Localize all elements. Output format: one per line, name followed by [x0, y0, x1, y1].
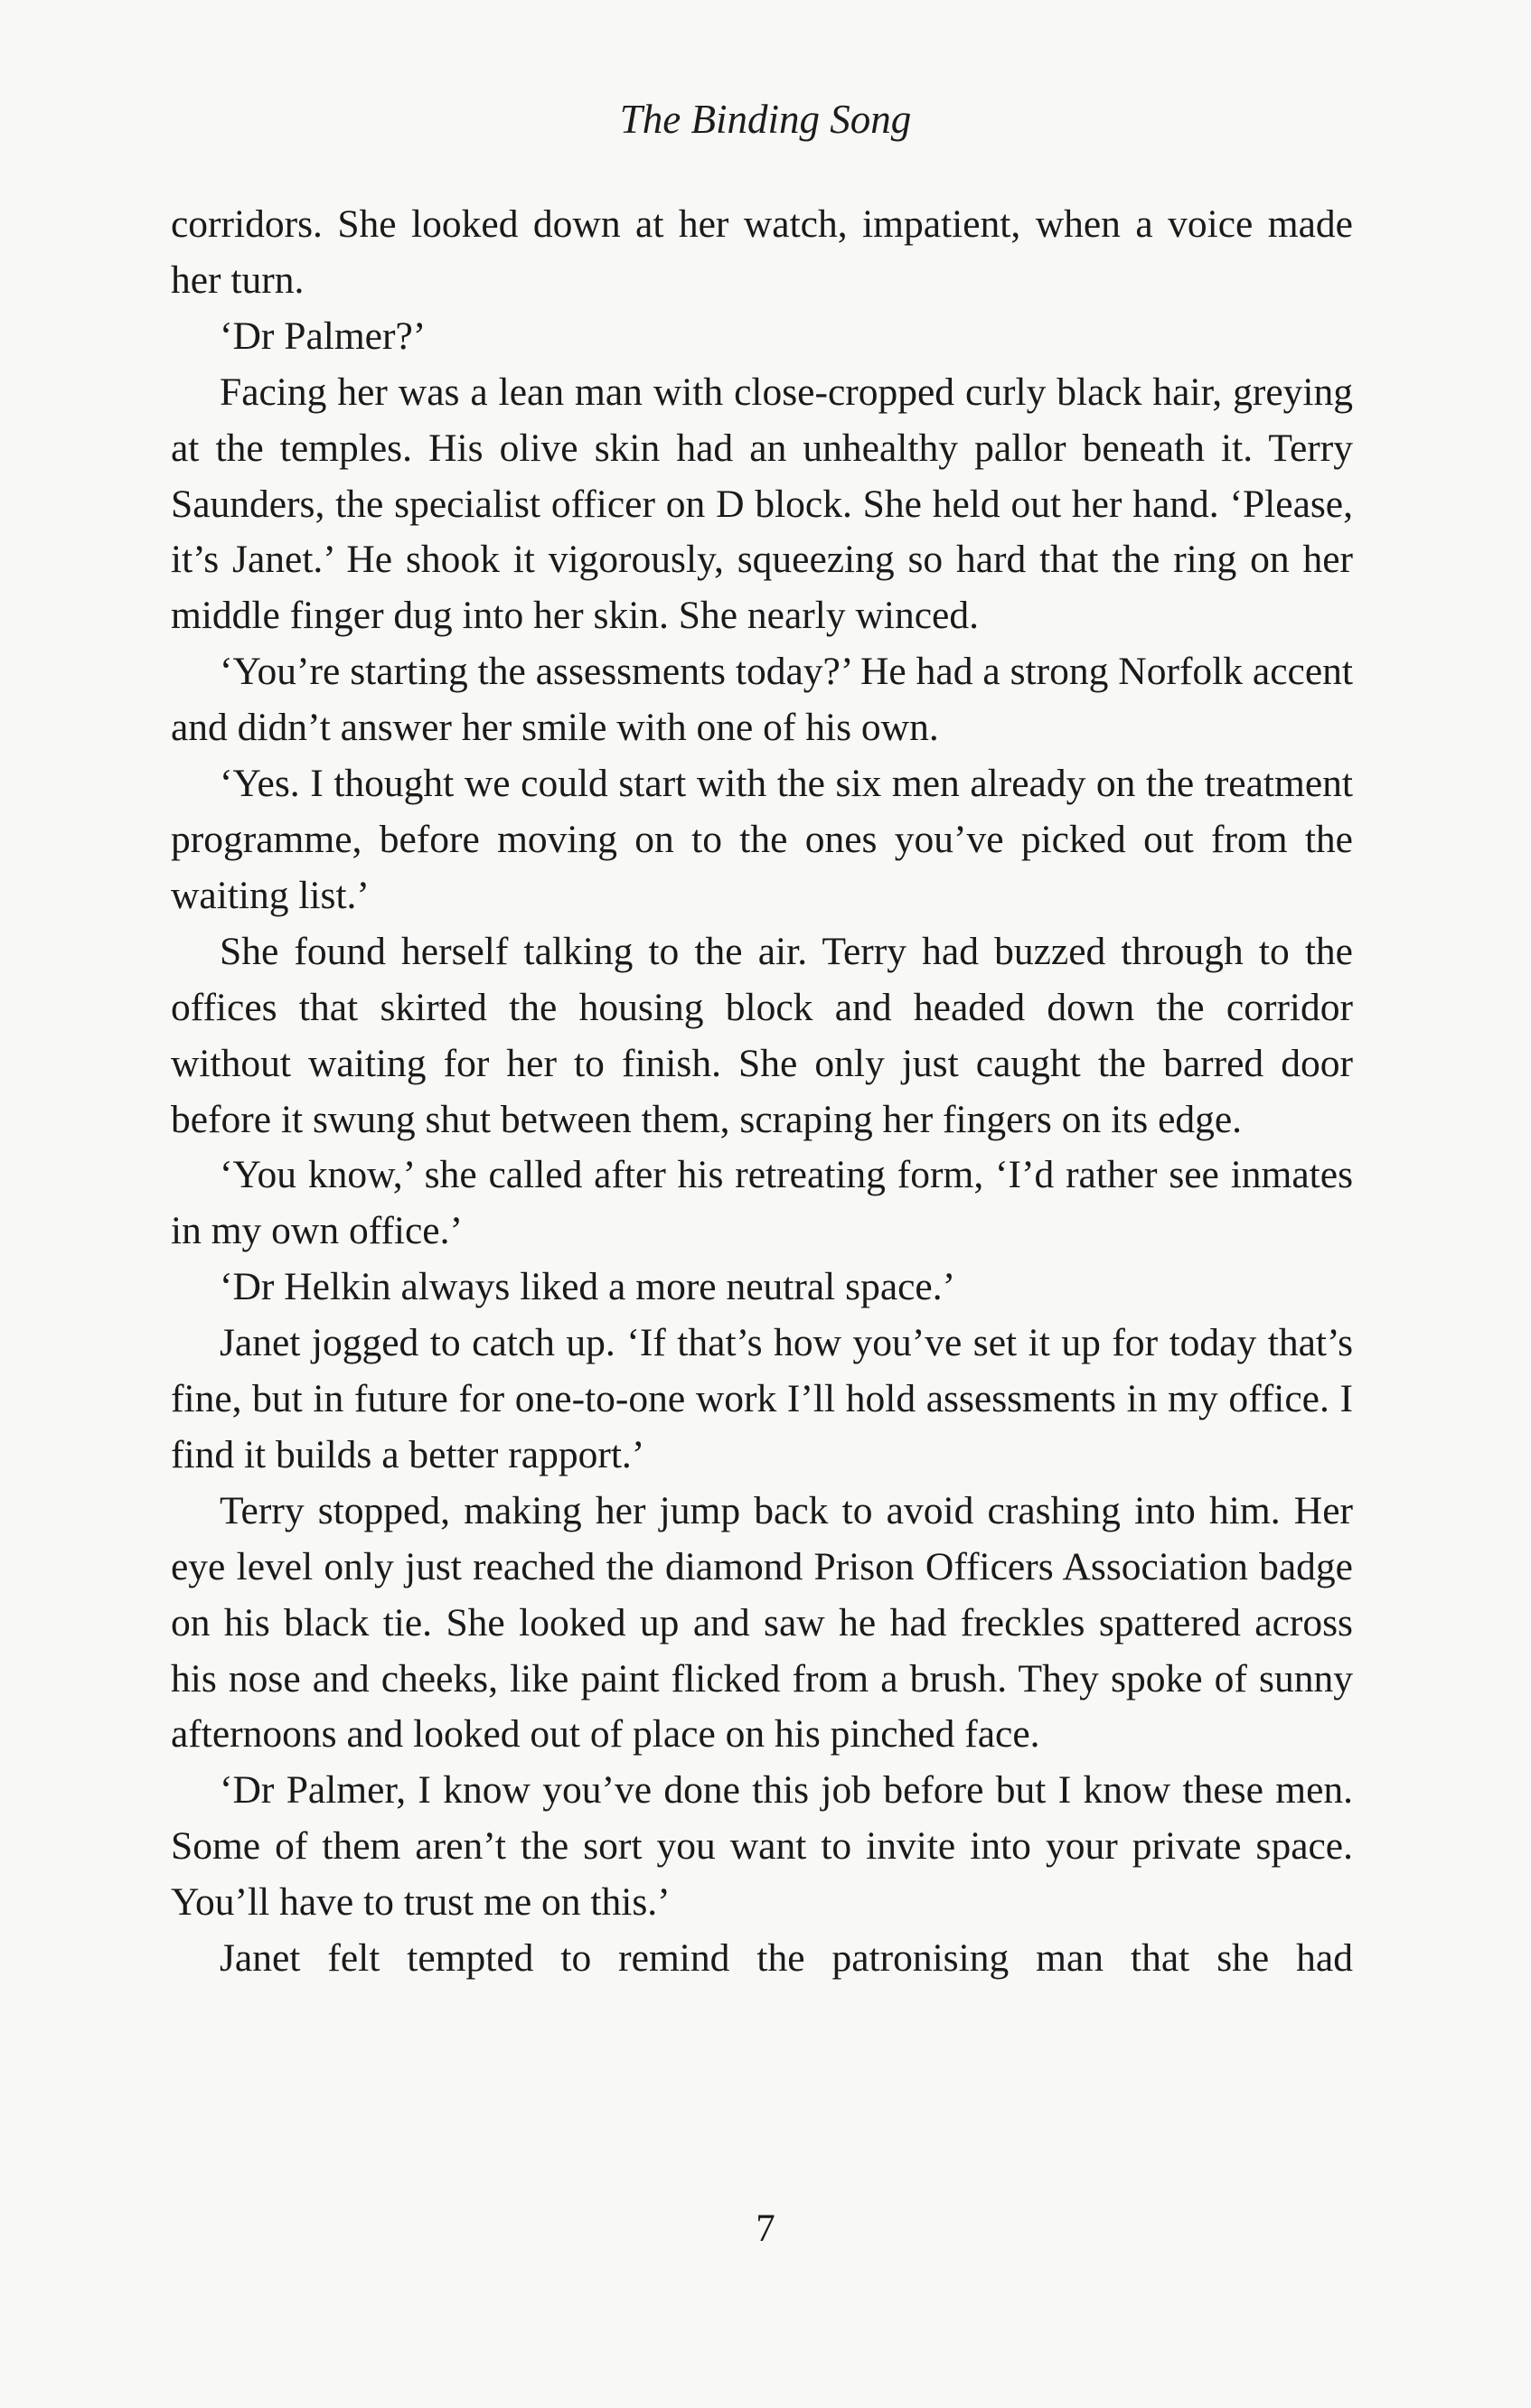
paragraph: ‘Yes. I thought we could start with the six men already on the treatment programme, before moving on to the ones you’ve picked out from the waiting list.’ — [171, 762, 1353, 917]
paragraph: ‘Dr Palmer?’ — [220, 314, 427, 358]
paragraph: Facing her was a lean man with close-cropped curly black hair, greying at the temples. His olive skin had an unhealthy pallor beneath it. Terry Saunders, the specialist officer on D block. She held out her hand. ‘Please, it’s Janet.’ He shook it vigorously, squeezing so hard that the ring on her middle finger dug into her skin. She nearly winced. — [171, 370, 1353, 638]
paragraph: ‘You know,’ she called after his retreating form, ‘I’d rather see inmates in my own office.’ — [171, 1153, 1353, 1253]
running-head: The Binding Song — [619, 97, 912, 142]
paragraph: corridors. She looked down at her watch, impatient, when a voice made her turn. — [171, 202, 1353, 302]
page-number: 7 — [756, 2207, 775, 2250]
paragraph: ‘You’re starting the assessments today?’ He had a strong Norfolk accent and didn’t answer her smile with one of his own. — [171, 650, 1353, 750]
body-text — [171, 197, 1353, 1987]
paragraph: Janet jogged to catch up. ‘If that’s how you’ve set it up for today that’s fine, but in future for one-to-one work I’ll hold assessments in my office. I find it builds a better rapport.’ — [171, 1321, 1353, 1476]
paragraph: Janet felt tempted to remind the patronising man that she had — [220, 1936, 1353, 1981]
paragraph: ‘Dr Helkin always liked a more neutral space.’ — [220, 1265, 956, 1309]
paragraph: She found herself talking to the air. Terry had buzzed through to the offices that skirted the housing block and headed down the corridor without waiting for her to finish. She only just caught the barred door before it swung shut between them, scraping her fingers on its edge. — [171, 929, 1353, 1141]
paragraph: ‘Dr Palmer, I know you’ve done this job before but I know these men. Some of them aren’t the sort you want to invite into your private space. You’ll have to trust me on this.’ — [171, 1768, 1353, 1925]
paragraph: Terry stopped, making her jump back to avoid crashing into him. Her eye level only just reached the diamond Prison Officers Association badge on his black tie. She looked up and saw he had freckles spattered across his nose and cheeks, like paint flicked from a brush. They spoke of sunny afternoons and looked out of place on his pinched face. — [171, 1488, 1353, 1757]
